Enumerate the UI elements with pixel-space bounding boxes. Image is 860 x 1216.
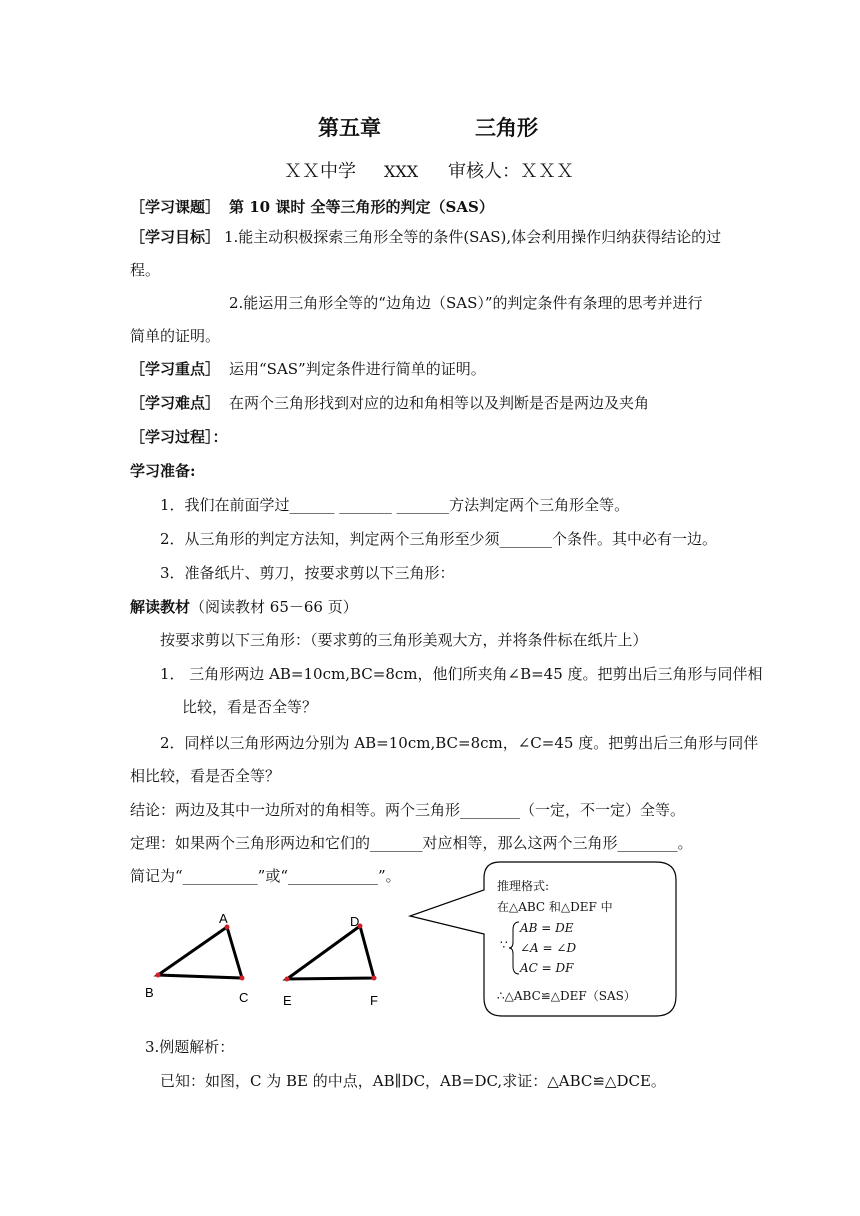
reading-heading-rest: （阅读教材 65－66 页）	[190, 598, 358, 616]
point-b	[156, 973, 161, 978]
reading-item-2-line-1: 2．同样以三角形两边分别为 AB=10cm,BC=8cm，∠C=45 度。把剪出后三角形与同伴	[160, 734, 759, 752]
reading-item-2-line-2: 相比较，看是否全等？	[130, 767, 281, 785]
goal-2-line-2: 简单的证明。	[130, 327, 221, 345]
label-e: E	[283, 993, 292, 1008]
prep-item-2: 2．从三角形的判定方法知，判定两个三角形至少须_______个条件。其中必有一边。	[160, 530, 718, 548]
reading-item-1-line-2: 比较，看是否全等？	[182, 698, 318, 716]
goal-2-line-1: 2.能运用三角形全等的“边角边（SAS）”的判定条件有条理的思考并进行	[229, 294, 703, 312]
triangles-figure	[130, 905, 410, 1015]
reading-intro: 按要求剪以下三角形：（要求剪的三角形美观大方，并将条件标在纸片上）	[160, 631, 648, 649]
label-f: F	[370, 993, 378, 1008]
reading-heading	[130, 597, 358, 617]
example-heading: 3.例题解析：	[145, 1038, 235, 1056]
reading-heading-bold: 解读教材	[130, 598, 191, 616]
triangle-abc	[158, 927, 242, 978]
focus-text: 运用“SAS”判定条件进行简单的证明。	[229, 360, 486, 378]
goal-label: ［学习目标］	[130, 228, 221, 246]
prep-heading: 学习准备:	[130, 462, 196, 480]
conclusion: 结论：两边及其中一边所对的角相等。两个三角形________（一定，不一定）全等。	[130, 801, 686, 819]
bubble-line-1: 在△ABC 和△DEF 中	[497, 900, 613, 914]
goal-1-line-1: 1.能主动积极探索三角形全等的条件(SAS),体会利用操作归纳获得结论的过	[224, 228, 722, 246]
reading-item-1-line-1: 1． 三角形两边 AB=10cm,BC=8cm，他们所夹角∠B=45 度。把剪出后三角形与同伴相	[160, 665, 763, 683]
condition-ab-de: AB = DE	[520, 921, 574, 935]
difficulty-text: 在两个三角形找到对应的边和角相等以及判断是否是两边及夹角	[229, 394, 650, 412]
school-name: ＸＸ中学	[284, 161, 356, 182]
goal-1-line-2: 程。	[130, 261, 161, 279]
chapter-title: 三角形	[475, 115, 538, 140]
label-a: A	[219, 911, 228, 926]
because-symbol: ∵	[500, 938, 508, 952]
reviewer: 审核人：ＸＸＸ	[448, 161, 574, 182]
topic-text: 第 10 课时 全等三角形的判定（SAS）	[229, 198, 494, 216]
label-c: C	[239, 990, 249, 1005]
bubble-conclusion: ∴△ABC≌△DEF（SAS）	[497, 989, 636, 1003]
triangle-def	[287, 926, 374, 979]
process-label: ［学习过程］：	[130, 428, 228, 446]
difficulty-label: ［学习难点］	[130, 394, 221, 412]
condition-angle-a-d: ∠A = ∠D	[520, 941, 577, 955]
point-c	[240, 976, 245, 981]
example-text: 已知：如图，C 为 BE 的中点，AB∥DC，AB=DC,求证：△ABC≌△DCE。	[160, 1072, 666, 1090]
theorem: 定理：如果两个三角形两边和它们的_______对应相等，那么这两个三角形________。	[130, 834, 693, 852]
label-b: B	[145, 985, 154, 1000]
prep-item-3: 3．准备纸片、剪刀，按要求剪以下三角形：	[160, 564, 455, 582]
condition-ac-df: AC = DF	[520, 961, 574, 975]
point-f	[372, 976, 377, 981]
bubble-title: 推理格式:	[497, 879, 550, 893]
prep-item-1: 1．我们在前面学过______ _______ _______方法判定两个三角形全等。	[160, 496, 630, 514]
focus-label: ［学习重点］	[130, 360, 221, 378]
topic-label: ［学习课题］	[130, 198, 221, 216]
shorthand: 简记为“__________”或“____________”。	[130, 867, 401, 885]
author-name: XXX	[384, 162, 419, 181]
chapter-number: 第五章	[318, 115, 381, 140]
label-d: D	[350, 914, 360, 929]
brace-path	[509, 922, 519, 974]
point-e	[285, 977, 290, 982]
